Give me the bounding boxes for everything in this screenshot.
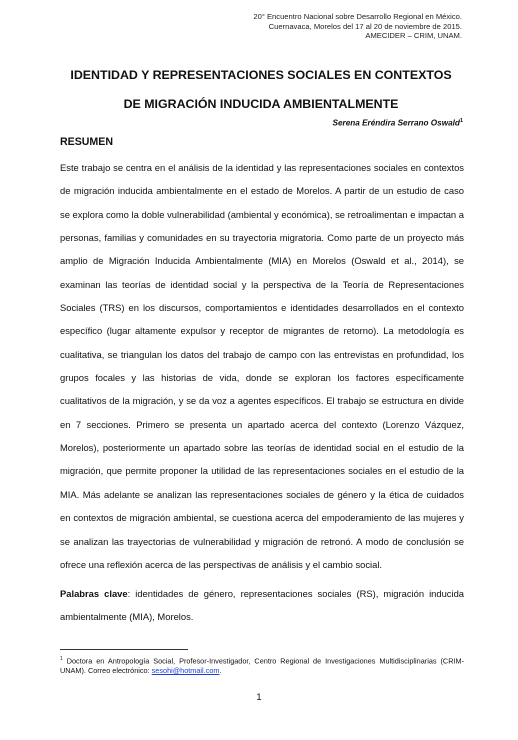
- footnote-divider: [60, 649, 188, 650]
- footnote-email-link[interactable]: sesohi@hotmail.com: [151, 666, 220, 676]
- author-line: [333, 118, 463, 128]
- title-line-2: DE MIGRACIÓN INDUCIDA AMBIENTALMENTE: [123, 97, 399, 111]
- resumen-heading: RESUMEN: [60, 136, 113, 148]
- footnote-end: .: [219, 666, 222, 676]
- header-line-3: AMECIDER – CRIM, UNAM.: [365, 31, 462, 41]
- keywords-text: : identidades de género, representaciones sociales (RS), migración inducida ambientalmente (MIA), Morelos.: [60, 588, 464, 623]
- paper-title: [55, 61, 467, 119]
- keywords-label: Palabras clave: [60, 588, 128, 599]
- keywords-paragraph: [60, 582, 464, 629]
- footnote-mark: 1: [60, 656, 63, 662]
- footnote-text: Doctora en Antropología Social, Profesor-Investigador, Centro Regional de Investigaciones Multidisciplinarias (CRIM-UNAM). Correo electrónico:: [60, 656, 464, 676]
- footnote: [60, 655, 464, 676]
- title-line-1: IDENTIDAD Y REPRESENTACIONES SOCIALES EN CONTEXTOS: [70, 68, 452, 82]
- page-number: 1: [256, 691, 262, 702]
- header-line-2: Cuernavaca, Morelos del 17 al 20 de noviembre de 2015.: [268, 21, 462, 31]
- author-name: Serena Eréndira Serrano Oswald: [332, 118, 460, 128]
- abstract-paragraph: Este trabajo se centra en el análisis de la identidad y las representaciones sociales en contextos de migración inducida ambientalmente en el estado de Morelos. A partir de un estudio de caso se explora como la doble vulnerabilidad (ambiental y económica), se retroalimentan e impactan a personas, familias y comunidades en su trayectoria migratoria. Como parte de un proyecto más amplio de Migración Inducida Ambientalmente (MIA) en Morelos (Oswald et al., 2014), se examinan las teorías de identidad social y la perspectiva de la Teoría de Representaciones Sociales (TRS) en los discursos, comportamientos e identidades desarrollados en el contexto específico (lugar altamente expulsor y receptor de migrantes de retorno). La metodología es cualitativa, se triangulan los datos del trabajo de campo con las entrevistas en profundidad, los grupos focales y las historias de vida, donde se exploran los factores específicamente cualitativos de la migración, y se da voz a agentes específicos. El trabajo se estructura en divide en 7 secciones. Primero se presenta un apartado acerca del contexto (Lorenzo Vázquez, Morelos), posteriormente un apartado sobre las teorías de identidad social en el estudio de la migración, que permite proponer la utilidad de las representaciones sociales en el estudio de la MIA. Más adelante se analizan las representaciones sociales de género y la ética de cuidados en contextos de migración ambiental, se cuestiona acerca del empoderamiento de las mujeres y se analizan las trayectorias de vulnerabilidad y migración de retronó. A modo de conclusión se ofrece una reflexión acerca de las perspectivas de análisis y el cambio social.: [60, 162, 464, 570]
- header-line-1: 20° Encuentro Nacional sobre Desarrollo Regional en México.: [253, 12, 462, 21]
- conference-header: [102, 12, 462, 41]
- author-footnote-mark: 1: [459, 118, 463, 124]
